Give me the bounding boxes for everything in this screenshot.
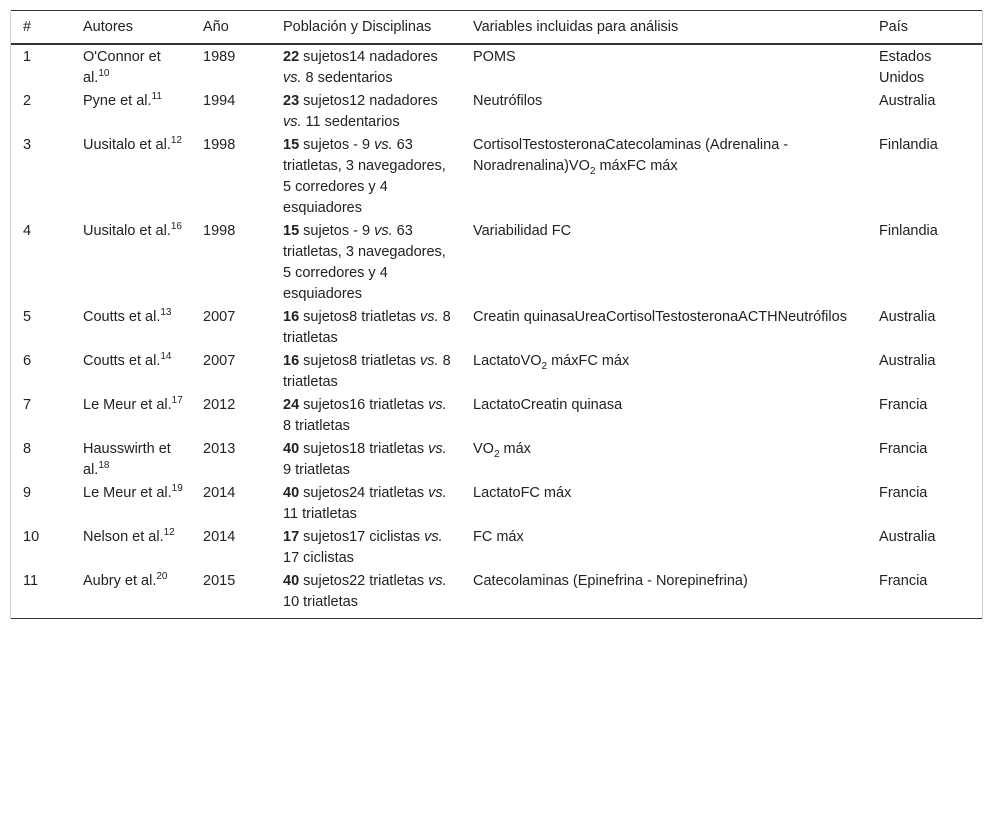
cell-num: 8 bbox=[23, 441, 32, 457]
cell-population bbox=[271, 90, 461, 134]
population-text: 8 triatletas bbox=[283, 353, 451, 390]
author-name: O'Connor et al. bbox=[83, 49, 161, 86]
variables-text: Catecolaminas (Epinefrina - Norepinefrina) bbox=[473, 573, 748, 589]
population-text: 11 sedentarios bbox=[301, 114, 400, 130]
versus-label: vs. bbox=[428, 441, 447, 457]
sample-size: 15 bbox=[283, 137, 300, 153]
cell-variables bbox=[461, 44, 867, 90]
cell-country: Finlandia bbox=[879, 137, 938, 153]
sample-size: 40 bbox=[283, 441, 300, 457]
cell-population bbox=[271, 438, 461, 482]
cell-year: 2012 bbox=[203, 397, 236, 413]
cell-year: 1989 bbox=[203, 49, 236, 65]
cell-num: 1 bbox=[23, 49, 32, 65]
cell-population bbox=[271, 134, 461, 220]
versus-label: vs. bbox=[374, 223, 393, 239]
cell-num: 5 bbox=[23, 309, 32, 325]
population-text: 8 sedentarios bbox=[301, 70, 393, 86]
header-country: País bbox=[867, 11, 982, 45]
population-text: 63 triatletas, 3 navegadores, 5 corredores y 4 esquiadores bbox=[283, 223, 446, 302]
reference-number: 14 bbox=[160, 351, 172, 363]
sample-size: 16 bbox=[283, 353, 300, 369]
author-name: Nelson et al. bbox=[83, 529, 164, 545]
table-row bbox=[11, 570, 982, 619]
variables-text: CortisolTestosteronaCatecolaminas (Adrenalina - Noradrenalina)VO bbox=[473, 137, 789, 174]
cell-authors bbox=[71, 438, 191, 482]
population-text: 8 triatletas bbox=[283, 309, 451, 346]
versus-label: vs. bbox=[428, 485, 447, 501]
subscript: 2 bbox=[541, 360, 548, 372]
variables-text: LactatoFC máx bbox=[473, 485, 572, 501]
table-row bbox=[11, 44, 982, 90]
population-text: sujetos8 triatletas bbox=[299, 309, 421, 325]
author-name: Aubry et al. bbox=[83, 573, 157, 589]
header-variables: Variables incluidas para análisis bbox=[461, 11, 867, 45]
table-row bbox=[11, 90, 982, 134]
reference-number: 16 bbox=[170, 221, 182, 233]
header-num: # bbox=[11, 11, 71, 45]
author-name: Coutts et al. bbox=[83, 353, 161, 369]
variables-text: máxFC máx bbox=[547, 353, 630, 369]
cell-variables bbox=[461, 394, 867, 438]
reference-number: 19 bbox=[171, 483, 183, 495]
versus-label: vs. bbox=[283, 114, 302, 130]
cell-country: Francia bbox=[879, 397, 928, 413]
cell-country: Australia bbox=[879, 93, 936, 109]
table-row bbox=[11, 438, 982, 482]
sample-size: 22 bbox=[283, 49, 300, 65]
variables-text: Variabilidad FC bbox=[473, 223, 572, 239]
cell-num: 3 bbox=[23, 137, 32, 153]
population-text: 11 triatletas bbox=[283, 506, 357, 522]
cell-authors bbox=[71, 220, 191, 306]
cell-country: Australia bbox=[879, 529, 936, 545]
author-name: Le Meur et al. bbox=[83, 397, 172, 413]
variables-text: máx bbox=[499, 441, 531, 457]
cell-country: Francia bbox=[879, 441, 928, 457]
variables-text: POMS bbox=[473, 49, 516, 65]
cell-variables bbox=[461, 306, 867, 350]
cell-year: 2014 bbox=[203, 529, 236, 545]
population-text: sujetos8 triatletas bbox=[299, 353, 421, 369]
population-text: 10 triatletas bbox=[283, 594, 358, 610]
cell-population bbox=[271, 526, 461, 570]
population-text: sujetos18 triatletas bbox=[299, 441, 429, 457]
cell-authors bbox=[71, 134, 191, 220]
versus-label: vs. bbox=[420, 309, 439, 325]
reference-number: 13 bbox=[160, 307, 172, 319]
versus-label: vs. bbox=[420, 353, 439, 369]
cell-population bbox=[271, 394, 461, 438]
author-name: Coutts et al. bbox=[83, 309, 161, 325]
cell-population bbox=[271, 220, 461, 306]
table-row bbox=[11, 306, 982, 350]
population-text: sujetos22 triatletas bbox=[299, 573, 429, 589]
population-text: sujetos - 9 bbox=[299, 137, 375, 153]
cell-num: 6 bbox=[23, 353, 32, 369]
variables-text: LactatoCreatin quinasa bbox=[473, 397, 623, 413]
population-text: sujetos17 ciclistas bbox=[299, 529, 425, 545]
table-row bbox=[11, 350, 982, 394]
author-name: Uusitalo et al. bbox=[83, 137, 171, 153]
reference-number: 18 bbox=[98, 460, 110, 472]
cell-year: 2013 bbox=[203, 441, 236, 457]
table-body bbox=[11, 44, 982, 619]
cell-year: 1994 bbox=[203, 93, 236, 109]
cell-population bbox=[271, 44, 461, 90]
versus-label: vs. bbox=[374, 137, 393, 153]
header-row bbox=[11, 11, 982, 45]
cell-year: 1998 bbox=[203, 223, 236, 239]
cell-year: 2007 bbox=[203, 353, 236, 369]
cell-population bbox=[271, 306, 461, 350]
cell-variables bbox=[461, 438, 867, 482]
header-year: Año bbox=[191, 11, 271, 45]
table-header bbox=[11, 11, 982, 45]
cell-country: Francia bbox=[879, 485, 928, 501]
author-name: Le Meur et al. bbox=[83, 485, 172, 501]
author-name: Uusitalo et al. bbox=[83, 223, 171, 239]
cell-year: 2014 bbox=[203, 485, 236, 501]
table-row bbox=[11, 134, 982, 220]
cell-num: 2 bbox=[23, 93, 32, 109]
cell-num: 4 bbox=[23, 223, 32, 239]
cell-authors bbox=[71, 44, 191, 90]
reference-number: 17 bbox=[171, 395, 183, 407]
versus-label: vs. bbox=[428, 397, 447, 413]
cell-num: 10 bbox=[23, 529, 40, 545]
studies-table bbox=[11, 10, 982, 619]
population-text: 17 ciclistas bbox=[283, 550, 354, 566]
cell-population bbox=[271, 482, 461, 526]
variables-text: Neutrófilos bbox=[473, 93, 543, 109]
sample-size: 24 bbox=[283, 397, 300, 413]
table-row bbox=[11, 220, 982, 306]
sample-size: 17 bbox=[283, 529, 300, 545]
cell-country: Finlandia bbox=[879, 223, 938, 239]
cell-num: 11 bbox=[11, 570, 71, 619]
population-text: 9 triatletas bbox=[283, 462, 350, 478]
variables-text: máxFC máx bbox=[595, 158, 678, 174]
cell-country: Australia bbox=[879, 353, 936, 369]
cell-authors bbox=[71, 394, 191, 438]
cell-country: Australia bbox=[879, 309, 936, 325]
reference-number: 12 bbox=[170, 135, 182, 147]
subscript: 2 bbox=[493, 448, 500, 460]
cell-variables bbox=[461, 350, 867, 394]
table-container bbox=[10, 10, 983, 619]
variables-text: LactatoVO bbox=[473, 353, 542, 369]
population-text: sujetos14 nadadores bbox=[299, 49, 438, 65]
table-row bbox=[11, 526, 982, 570]
cell-year: 2015 bbox=[191, 570, 271, 619]
reference-number: 12 bbox=[163, 527, 175, 539]
population-text: sujetos24 triatletas bbox=[299, 485, 429, 501]
subscript: 2 bbox=[589, 165, 596, 177]
variables-text: FC máx bbox=[473, 529, 524, 545]
reference-number: 10 bbox=[98, 68, 110, 80]
cell-num: 7 bbox=[23, 397, 32, 413]
cell-variables bbox=[461, 220, 867, 306]
cell-variables bbox=[461, 134, 867, 220]
author-name: Hausswirth et al. bbox=[83, 441, 171, 478]
cell-population bbox=[271, 570, 461, 619]
cell-authors bbox=[71, 526, 191, 570]
reference-number: 11 bbox=[151, 91, 162, 103]
variables-text: VO bbox=[473, 441, 494, 457]
cell-country: Francia bbox=[867, 570, 982, 619]
reference-number: 20 bbox=[156, 571, 168, 583]
cell-year: 1998 bbox=[203, 137, 236, 153]
table-row bbox=[11, 482, 982, 526]
population-text: 8 triatletas bbox=[283, 418, 350, 434]
population-text: sujetos12 nadadores bbox=[299, 93, 438, 109]
cell-authors bbox=[71, 350, 191, 394]
cell-population bbox=[271, 350, 461, 394]
population-text: sujetos - 9 bbox=[299, 223, 375, 239]
sample-size: 23 bbox=[283, 93, 300, 109]
author-name: Pyne et al. bbox=[83, 93, 152, 109]
table-row bbox=[11, 394, 982, 438]
population-text: 63 triatletas, 3 navegadores, 5 corredores y 4 esquiadores bbox=[283, 137, 446, 216]
sample-size: 15 bbox=[283, 223, 300, 239]
sample-size: 40 bbox=[283, 485, 300, 501]
header-authors: Autores bbox=[71, 11, 191, 45]
cell-num: 9 bbox=[23, 485, 32, 501]
cell-authors bbox=[71, 306, 191, 350]
header-population: Población y Disciplinas bbox=[271, 11, 461, 45]
cell-authors bbox=[71, 90, 191, 134]
cell-year: 2007 bbox=[203, 309, 236, 325]
sample-size: 16 bbox=[283, 309, 300, 325]
sample-size: 40 bbox=[283, 573, 300, 589]
versus-label: vs. bbox=[283, 70, 302, 86]
cell-variables bbox=[461, 482, 867, 526]
cell-variables bbox=[461, 90, 867, 134]
population-text: sujetos16 triatletas bbox=[299, 397, 429, 413]
versus-label: vs. bbox=[428, 573, 447, 589]
cell-variables bbox=[461, 570, 867, 619]
cell-authors bbox=[71, 482, 191, 526]
versus-label: vs. bbox=[424, 529, 443, 545]
cell-variables bbox=[461, 526, 867, 570]
variables-text: Creatin quinasaUreaCortisolTestosteronaACTHNeutrófilos bbox=[473, 309, 847, 325]
cell-country: Estados Unidos bbox=[879, 49, 932, 86]
cell-authors bbox=[71, 570, 191, 619]
